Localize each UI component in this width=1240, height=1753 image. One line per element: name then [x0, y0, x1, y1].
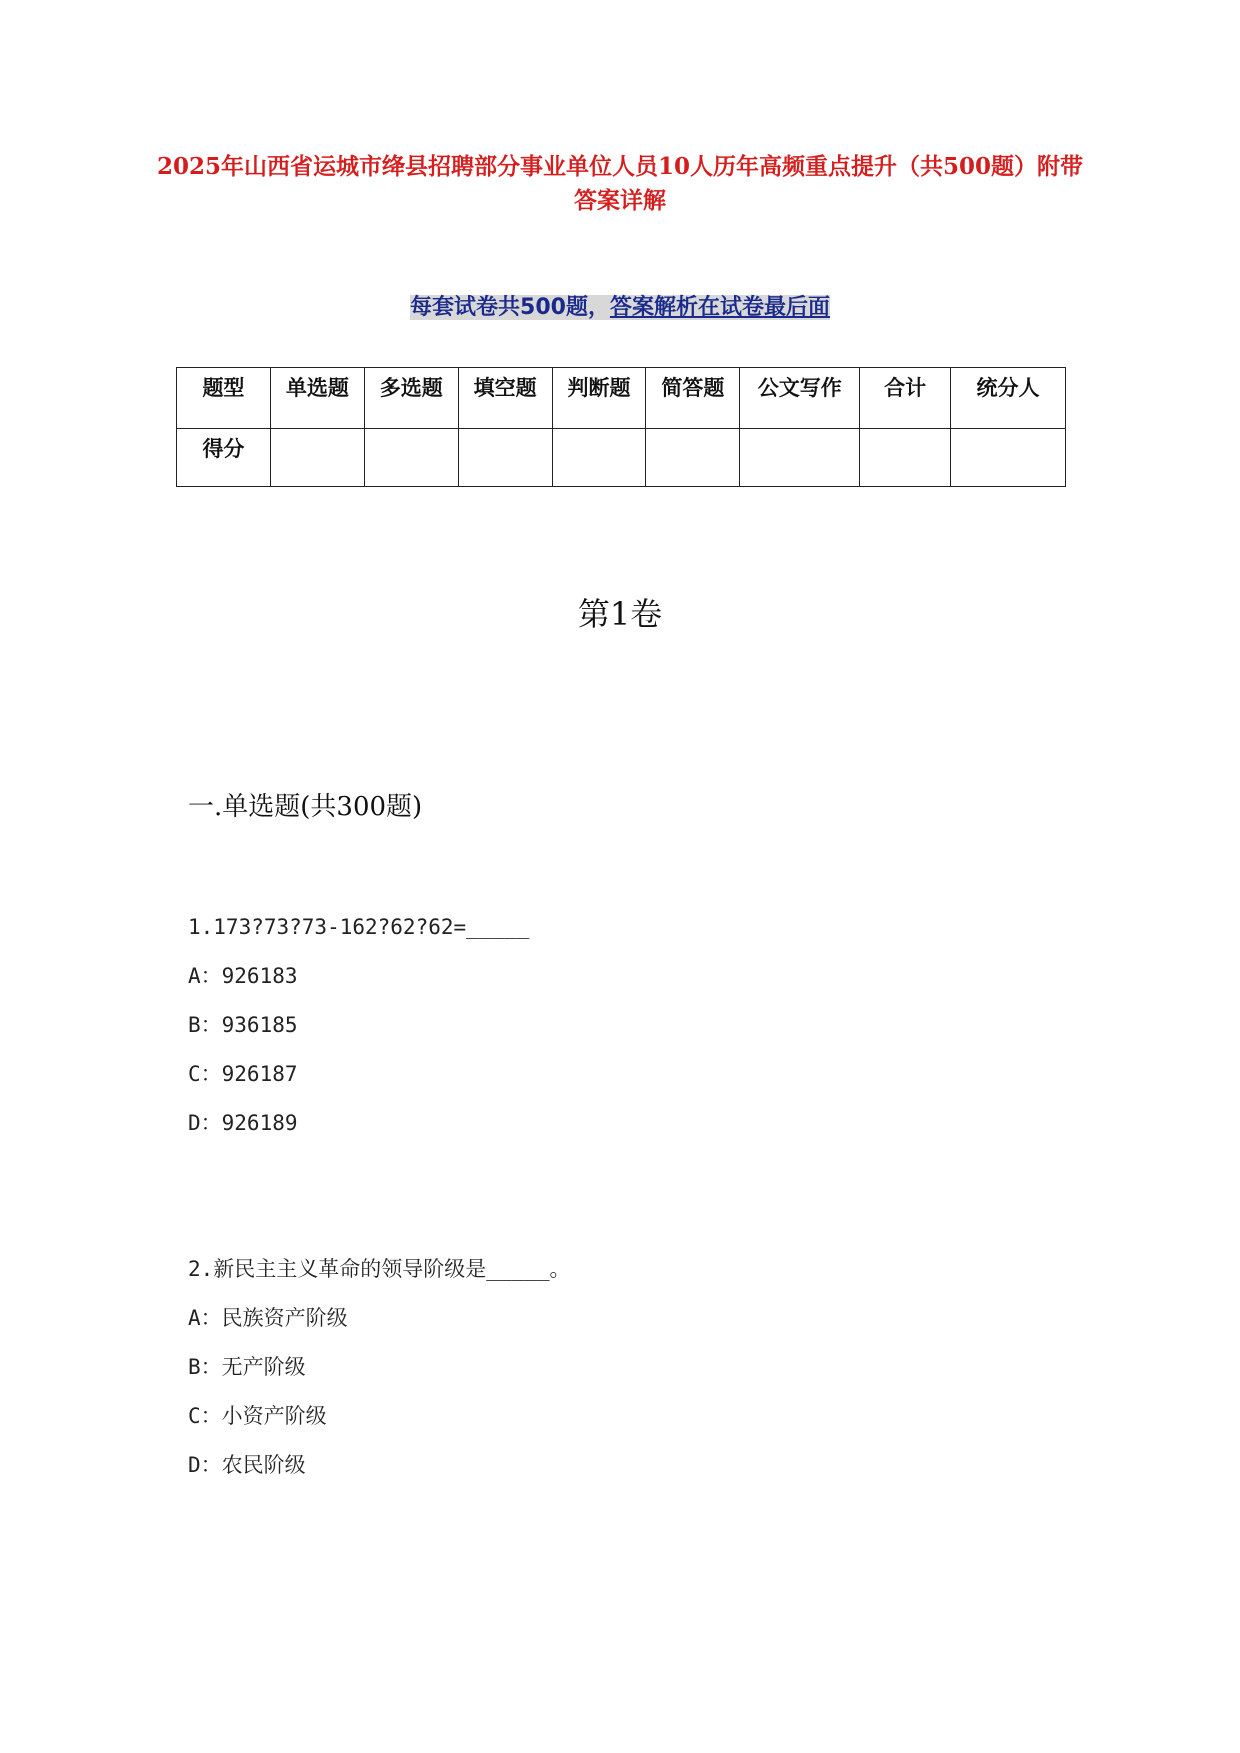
header-cell-true-false: 判断题	[552, 368, 646, 429]
answer-link[interactable]: 答案解析在试卷最后面	[609, 295, 830, 320]
score-table-score-row	[177, 429, 1066, 487]
question-stem: 1.173?73?73-162?62?62=_____	[188, 915, 530, 939]
score-cell	[860, 429, 951, 487]
score-cell	[364, 429, 458, 487]
option-a: A：926183	[188, 964, 298, 988]
score-cell	[740, 429, 860, 487]
option-c: C：926187	[188, 1062, 298, 1086]
header-cell-official-writing: 公文写作	[740, 368, 860, 429]
header-cell-multi-choice: 多选题	[364, 368, 458, 429]
header-cell-type: 题型	[177, 368, 271, 429]
question-stem: 2.新民主主义革命的领导阶级是_____。	[188, 1257, 571, 1281]
score-row-label: 得分	[177, 429, 271, 487]
header-cell-single-choice: 单选题	[270, 368, 364, 429]
score-cell	[646, 429, 740, 487]
option-d: D：926189	[188, 1111, 298, 1135]
option-c: C：小资产阶级	[188, 1404, 327, 1428]
header-cell-scorer: 统分人	[951, 368, 1066, 429]
volume-title: 第1卷	[577, 595, 663, 633]
option-d: D：农民阶级	[188, 1453, 306, 1477]
option-a: A：民族资产阶级	[188, 1306, 348, 1330]
answer-notice	[0, 292, 1240, 324]
score-cell	[458, 429, 552, 487]
score-cell	[552, 429, 646, 487]
header-cell-fill-blank: 填空题	[458, 368, 552, 429]
question-1	[188, 910, 529, 1155]
option-b: B：936185	[188, 1013, 298, 1037]
option-b: B：无产阶级	[188, 1355, 306, 1379]
score-table-header-row	[177, 368, 1066, 429]
question-2	[188, 1252, 571, 1497]
document-title: 2025年山西省运城市绛县招聘部分事业单位人员10人历年高频重点提升（共500题）附带答案详解	[156, 153, 1084, 214]
score-cell	[270, 429, 364, 487]
header-cell-short-answer: 简答题	[646, 368, 740, 429]
section-title: 一.单选题(共300题)	[188, 792, 423, 822]
score-cell	[951, 429, 1066, 487]
score-table	[176, 367, 1066, 487]
notice-text: 每套试卷共500题，	[410, 295, 610, 320]
header-cell-total: 合计	[860, 368, 951, 429]
